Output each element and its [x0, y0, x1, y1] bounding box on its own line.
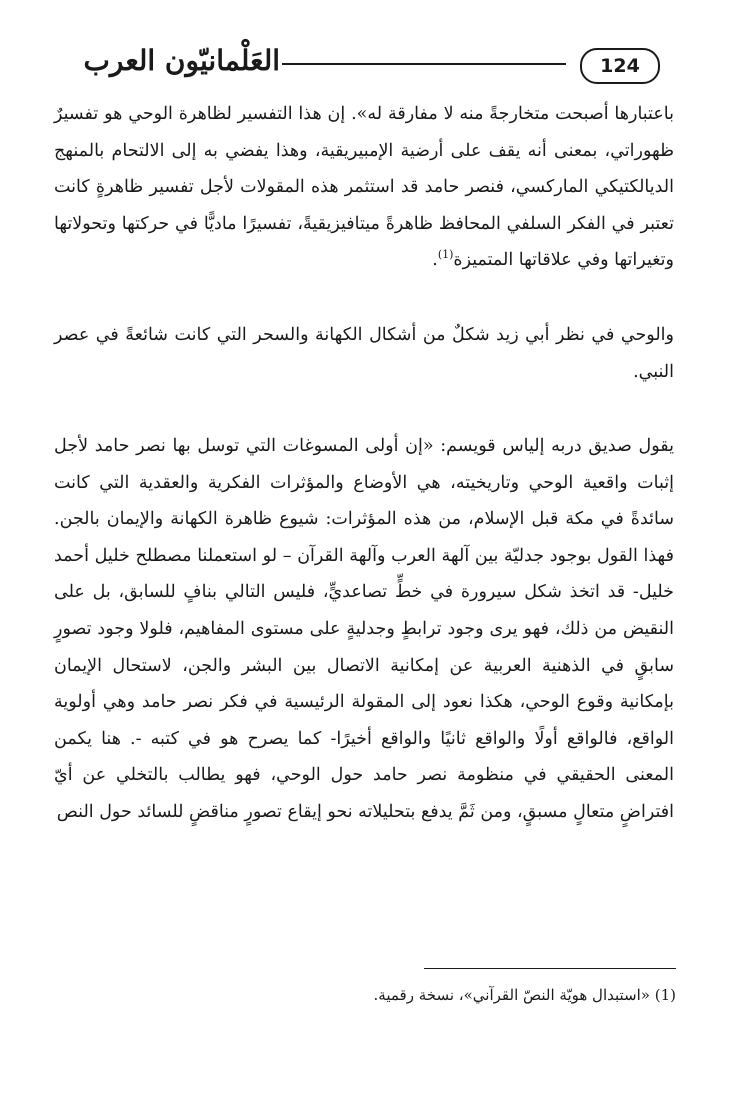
paragraph-2-text: والوحي في نظر أبي زيد شكلٌ من أشكال الكهانة والسحر التي كانت شائعةً في عصر النبي. — [54, 325, 674, 382]
paragraph-3-text: يقول صديق دربه إلياس قويسم: «إن أولى المسوغات التي توسل بها نصر حامد لأجل إثبات واقعية الوحي وتاريخيته، هي الأوضاع والمؤثرات الفكرية والعقدية التي كانت سائدةً في مكة قبل الإسلام، من هذه المؤثرات: شيوع ظاهرة الكهانة والإيمان بالجن. فهذا القول بوجود جدليّة بين آلهة العرب وآلهة القرآن – لو استعملنا مصطلح خليل أحمد خليل- قد اتخذ شكل سيرورة في خطٍّ تصاعديٍّ، فليس التالي بنافٍ للسابق، بل على النقيض من ذلك، فهو يرى وجود ترابطٍ وجدليةٍ على مستوى المفاهيم، فلولا وجود تصورٍ سابقٍ في الذهنية العربية عن إمكانية الاتصال بين البشر والجن، لاستحال الإيمان بإمكانية وقوع الوحي، هكذا نعود إلى المقولة الرئيسية في فكر نصر حامد وهي أولوية الواقع، فالواقع أولًا والواقع ثانيًا والواقع أخيرًا- كما يصرح هو في كتبه -. هنا يكمن المعنى الحقيقي في منظومة نصر حامد حول الوحي، فهو يطالب بالتخلي عن أيّ افتراضٍ متعالٍ مسبقٍ، ومن ثَمَّ يدفع بتحليلاته نحو إيقاع تصورٍ مناقضٍ للسائد حول النص — [54, 436, 674, 822]
page-header — [30, 42, 670, 90]
footnote: (1) «استبدال هويّة النصّ القرآني»، نسخة رقمية. — [373, 986, 676, 1004]
paragraph-2 — [54, 317, 674, 390]
book-title: العَلْمانيّون العرب — [83, 44, 280, 77]
paragraph-1-text: باعتبارها أصبحت متخارجةً منه لا مفارقة له». إن هذا التفسير لظاهرة الوحي هو تفسيرٌ ظهوراتي، بمعنى أنه يقف على أرضية الإمبيريقية، وهذا يفضي به إلى الالتحام بالمنهج الديالكتيكي الماركسي، فنصر حامد قد استثمر هذه المقولات لأجل تفسير ظاهرةٍ كانت تعتبر في الفكر السلفي المحافظ ظاهرةً ميتافيزيقيةً، تفسيرًا ماديًّا في حركتها وتحولاتها وتغيراتها وفي علاقاتها المتميزة — [54, 104, 674, 271]
page-number: 124 — [580, 48, 660, 84]
paragraph-3 — [54, 428, 674, 831]
paragraph-1-end: . — [432, 250, 438, 271]
footnote-marker: (1) — [437, 248, 454, 262]
paragraph-1 — [54, 96, 674, 279]
header-rule — [282, 63, 566, 65]
footnote-divider — [424, 968, 676, 969]
